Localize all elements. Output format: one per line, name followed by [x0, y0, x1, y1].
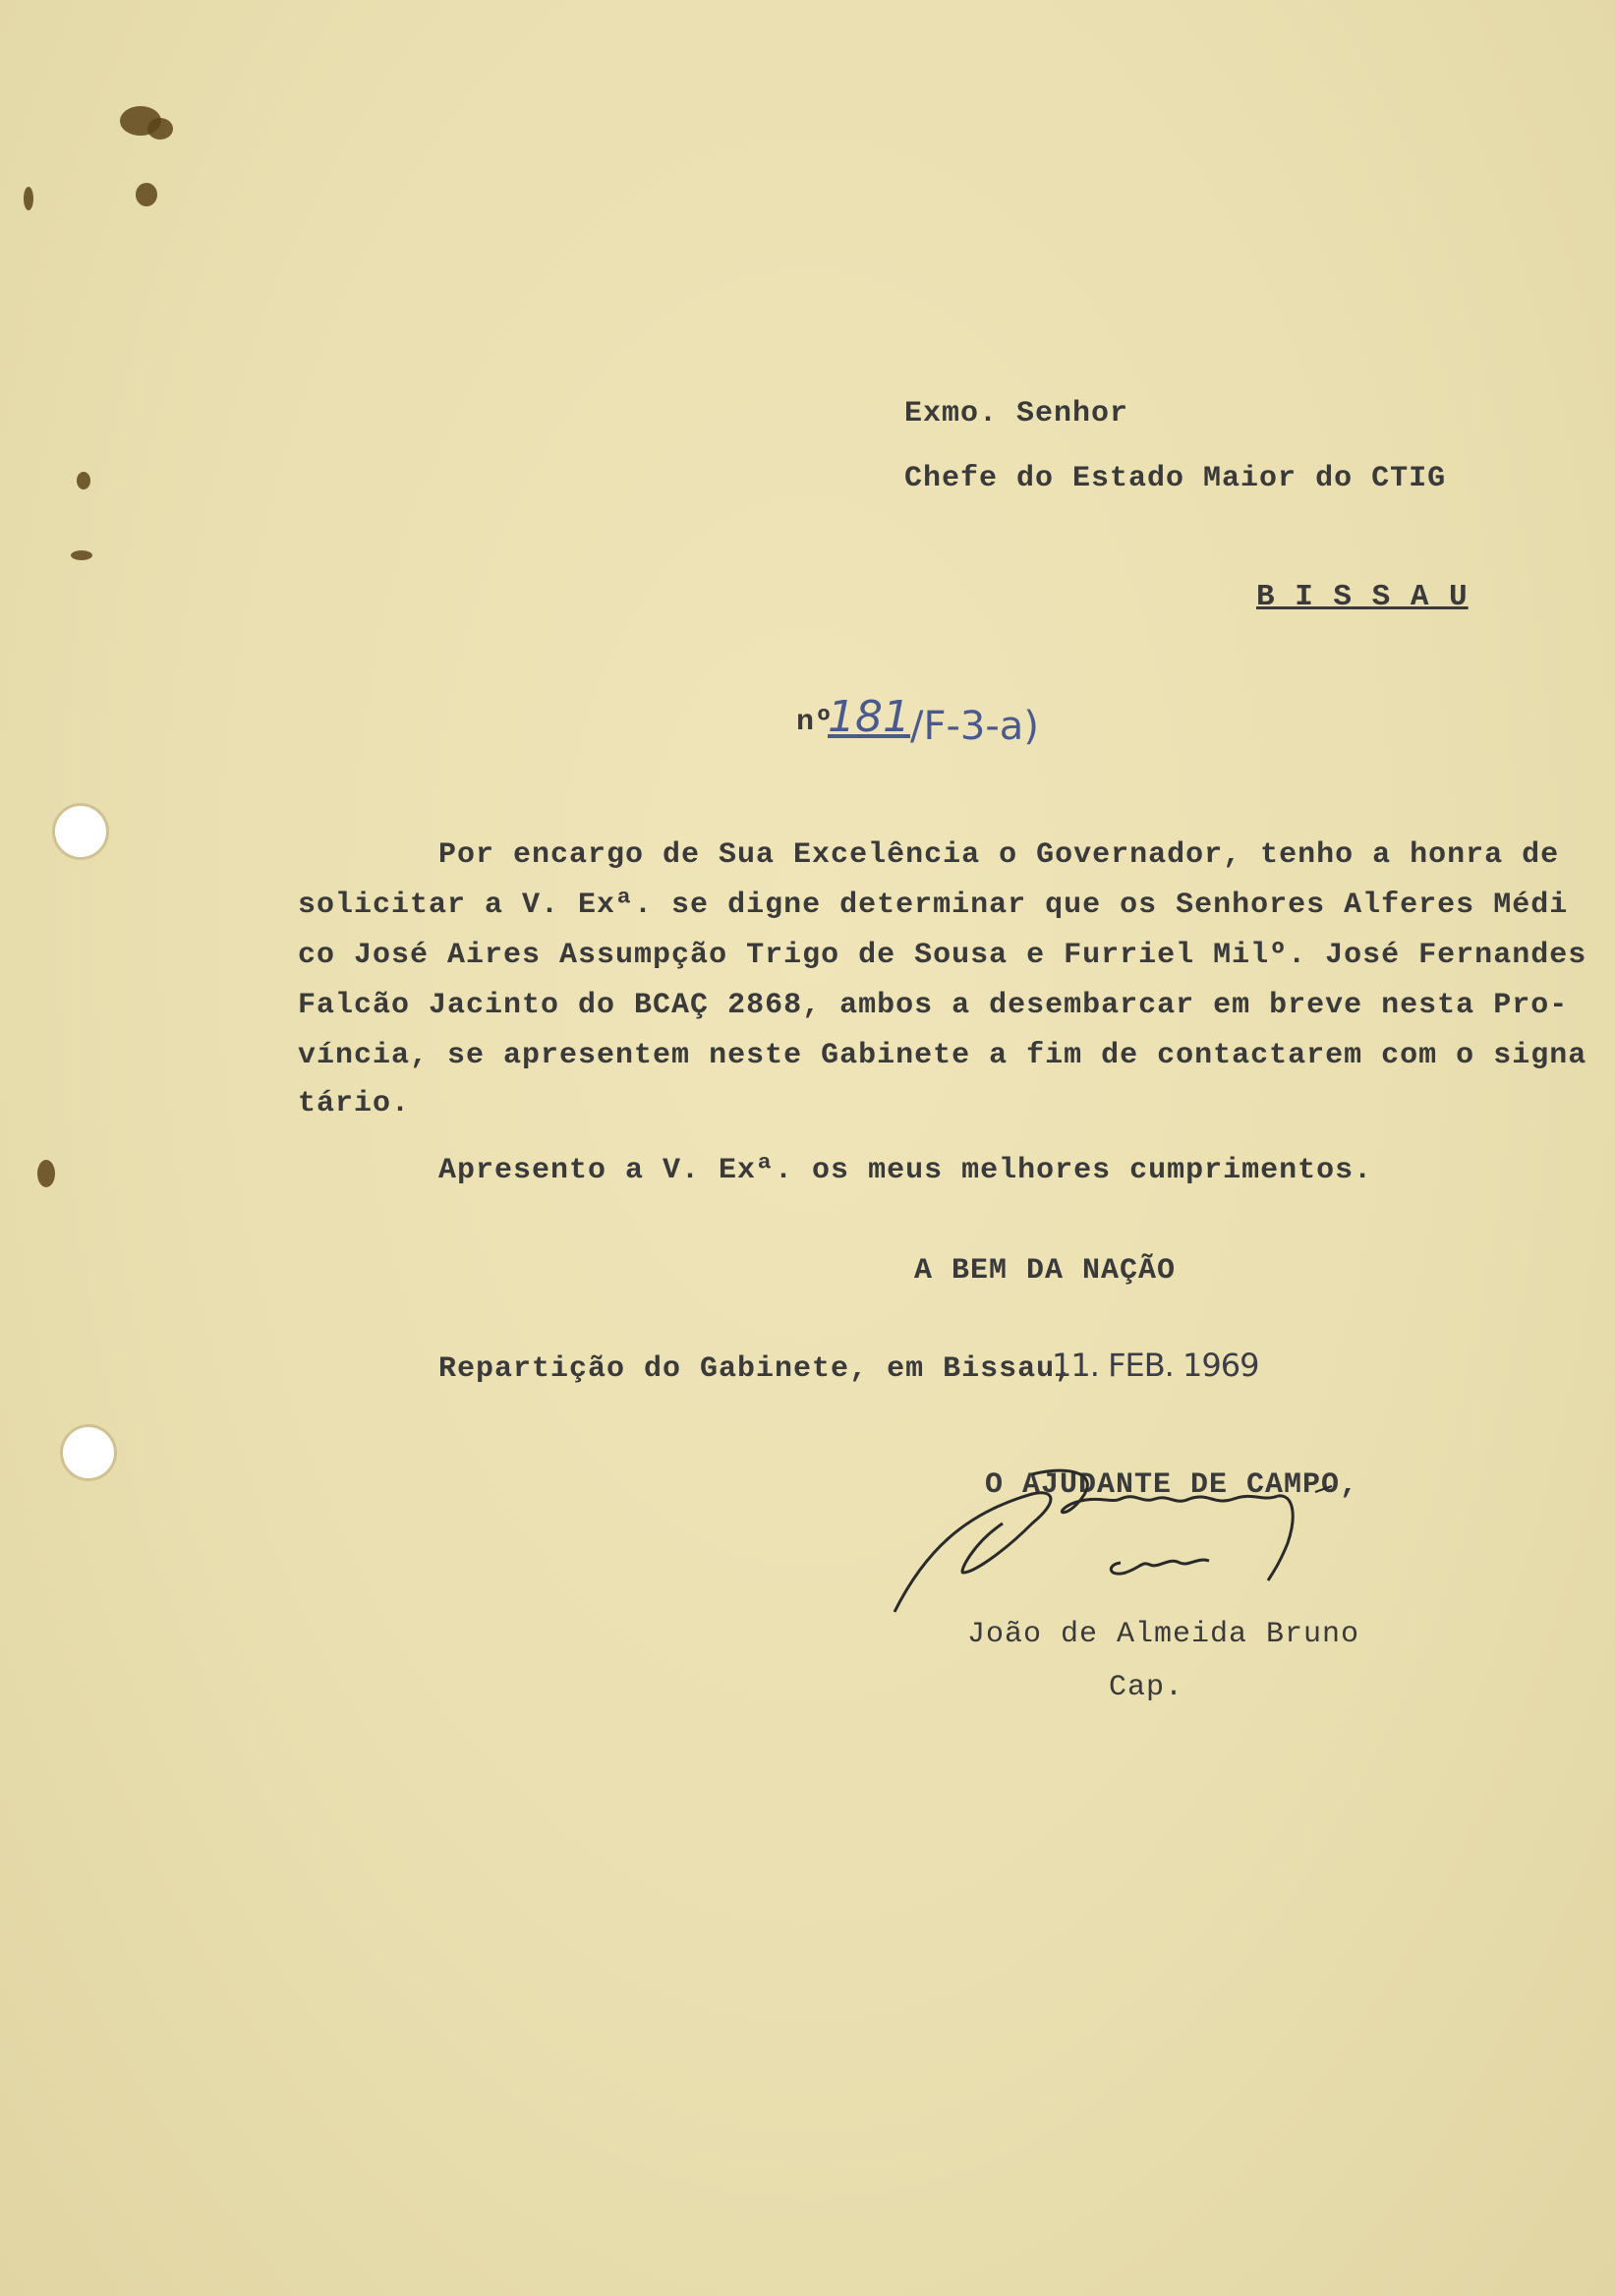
addressee-city: B I S S A U — [1256, 580, 1469, 614]
place-line: Repartição do Gabinete, em Bissau, — [438, 1352, 1074, 1386]
rust-stain — [24, 187, 33, 210]
rust-stain — [37, 1160, 55, 1187]
body-line: solicitar a V. Exª. se digne determinar que os Senhores Alferes Médi — [298, 889, 1569, 922]
rust-stain — [77, 472, 90, 489]
rust-stain — [136, 183, 157, 206]
rust-stain — [147, 118, 173, 140]
addressee-title: Chefe do Estado Maior do CTIG — [904, 462, 1447, 495]
body-line: tário. — [298, 1087, 411, 1120]
reference-prefix: nº — [796, 706, 835, 739]
handwritten-signature — [885, 1455, 1415, 1622]
body-line: co José Aires Assumpção Trigo de Sousa e Furriel Milº. José Fernandes — [298, 939, 1587, 972]
punch-hole — [63, 1427, 114, 1478]
reference-number: 181 — [828, 692, 910, 742]
rust-stain — [71, 550, 92, 560]
date-stamp: 11. FEB. 1969 — [1052, 1347, 1259, 1384]
body-line: Falcão Jacinto do BCAÇ 2868, ambos a desembarcar em breve nesta Pro- — [298, 989, 1569, 1022]
salutation: Exmo. Senhor — [904, 397, 1129, 430]
body-line: Por encargo de Sua Excelência o Governador, tenho a honra de — [438, 838, 1560, 872]
reference-code: /F-3-a) — [910, 704, 1039, 749]
signature-role: O AJUDANTE DE CAMPO, — [985, 1468, 1359, 1502]
greeting-line: Apresento a V. Exª. os meus melhores cumprimentos. — [438, 1154, 1373, 1187]
motto: A BEM DA NAÇÃO — [914, 1254, 1177, 1288]
punch-hole — [55, 806, 106, 857]
body-line: víncia, se apresentem neste Gabinete a fim de contactarem com o signa — [298, 1039, 1587, 1072]
signatory-name: João de Almeida Bruno — [967, 1618, 1360, 1651]
signatory-rank: Cap. — [1109, 1671, 1184, 1704]
